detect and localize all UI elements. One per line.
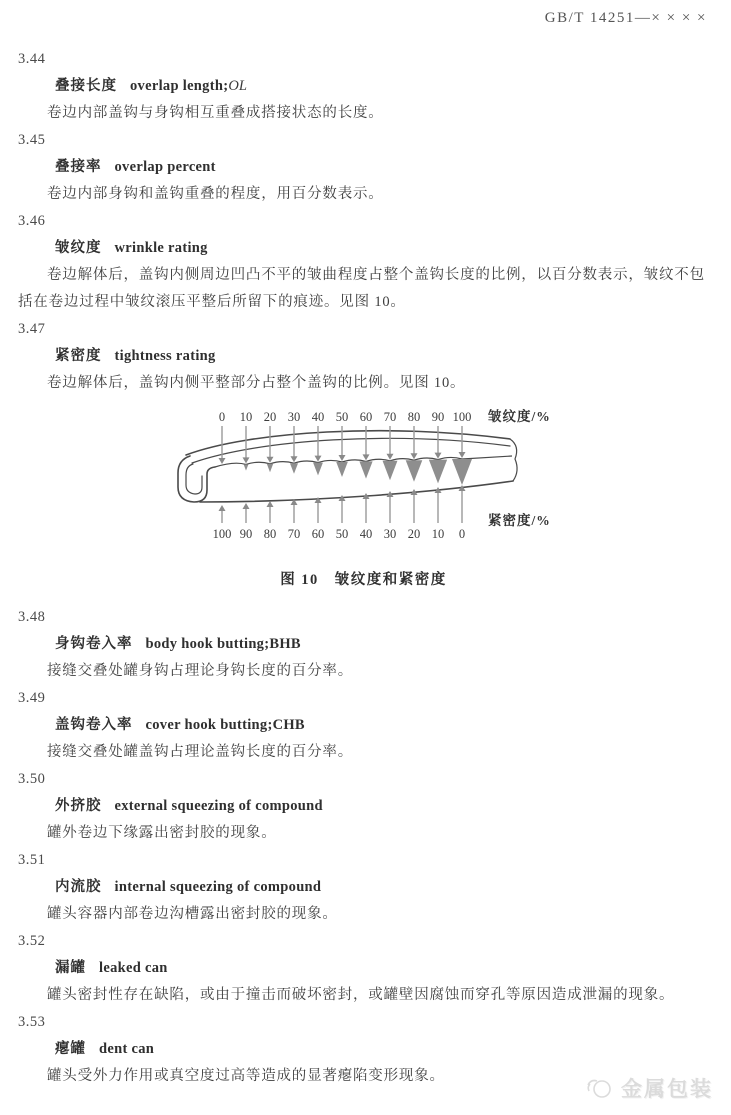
svg-text:30: 30 [383,527,397,541]
term-chinese: 叠接长度 [55,78,117,94]
svg-text:60: 60 [359,410,373,424]
svg-text:10: 10 [239,410,253,424]
svg-text:50: 50 [335,527,349,541]
term-chinese: 盖钩卷入率 [55,717,133,733]
term-heading [55,793,709,820]
definition-text: 卷边内部盖钩与身钩相互重叠成搭接状态的长度。 [47,105,384,121]
term-heading [55,154,709,181]
section-number: 3.50 [18,771,46,787]
term-chinese: 瘪罐 [55,1041,86,1057]
svg-text:30: 30 [287,410,301,424]
term-heading [55,343,709,370]
section-number: 3.51 [18,852,46,868]
term-chinese: 皱纹度 [55,240,102,256]
wrinkle-axis-label: 皱纹度/% [488,409,551,424]
term-chinese: 内流胶 [55,879,102,895]
svg-text:90: 90 [431,410,445,424]
definition-text: 卷边内部身钩和盖钩重叠的程度，用百分数表示。 [47,186,384,202]
term-english: tightness rating [114,348,216,364]
term-heading [55,73,709,100]
definition-text: 罐外卷边下缘露出密封胶的现象。 [47,825,277,841]
term-chinese: 漏罐 [55,960,86,976]
term-english: body hook butting;BHB [145,636,301,652]
section-number: 3.53 [18,1014,46,1030]
term-chinese: 紧密度 [55,348,102,364]
definition-text: 卷边解体后，盖钩内侧平整部分占整个盖钩的比例。见图 10。 [47,375,466,391]
definition-text: 接缝交叠处罐身钩占理论身钩长度的百分率。 [47,663,353,679]
section-3-52 [18,928,709,1009]
svg-text:70: 70 [287,527,301,541]
section-3-44 [18,46,709,127]
section-3-45 [18,127,709,208]
svg-text:80: 80 [263,527,277,541]
term-chinese: 叠接率 [55,159,102,175]
svg-text:40: 40 [311,410,325,424]
term-english: overlap percent [114,159,216,175]
term-heading [55,712,709,739]
section-3-50 [18,766,709,847]
section-number: 3.49 [18,690,46,706]
term-heading [55,1036,709,1063]
doc-number: GB/T 14251—× × × × [544,10,707,26]
definition-text: 罐头容器内部卷边沟槽露出密封胶的现象。 [47,906,338,922]
section-number: 3.46 [18,213,46,229]
definition-text: 罐头密封性存在缺陷，或由于撞击而破坏密封，或罐壁因腐蚀而穿孔等原因造成泄漏的现象。 [47,987,675,1003]
svg-text:50: 50 [335,410,349,424]
term-chinese: 身钩卷入率 [55,636,133,652]
definition-text: 卷边解体后，盖钩内侧周边凹凸不平的皱曲程度占整个盖钩长度的比例，以百分数表示，皱纹不包括在卷边过程中皱纹滚压平整后所留下的痕迹。见图 10。 [18,267,705,310]
figure-10-seam-diagram [170,401,600,551]
watermark-text: 金属包装 [621,1077,713,1101]
svg-text:60: 60 [311,527,325,541]
term-english: leaked can [99,960,168,976]
term-symbol: OL [228,78,247,94]
svg-text:90: 90 [239,527,253,541]
term-heading [55,631,709,658]
section-number: 3.47 [18,321,46,337]
figure-caption: 图 10 皱纹度和紧密度 [280,572,447,588]
section-3-51 [18,847,709,928]
svg-text:100: 100 [452,410,472,424]
term-heading [55,955,709,982]
term-english: dent can [99,1041,155,1057]
tightness-axis-label: 紧密度/% [488,513,551,528]
term-heading [55,235,709,262]
svg-text:80: 80 [407,410,421,424]
term-english: internal squeezing of compound [114,879,322,895]
watermark-logo-icon [585,1075,615,1101]
section-3-48 [18,604,709,685]
term-english: overlap length; [130,78,229,94]
section-number: 3.44 [18,51,46,67]
svg-text:0: 0 [458,527,466,541]
term-chinese: 外挤胶 [55,798,102,814]
section-3-47 [18,316,709,397]
term-english: cover hook butting;CHB [145,717,305,733]
term-heading [55,874,709,901]
term-english: external squeezing of compound [114,798,323,814]
svg-text:70: 70 [383,410,397,424]
section-number: 3.52 [18,933,46,949]
definition-text: 罐头受外力作用或真空度过高等造成的显著瘪陷变形现象。 [47,1068,445,1084]
section-number: 3.45 [18,132,46,148]
svg-text:40: 40 [359,527,373,541]
watermark [585,1073,713,1103]
svg-text:0: 0 [218,410,226,424]
section-3-49 [18,685,709,766]
section-3-46 [18,208,709,316]
definition-text: 接缝交叠处罐盖钩占理论盖钩长度的百分率。 [47,744,353,760]
svg-text:20: 20 [263,410,277,424]
term-english: wrinkle rating [114,240,208,256]
svg-text:100: 100 [212,527,232,541]
svg-text:10: 10 [431,527,445,541]
section-number: 3.48 [18,609,46,625]
svg-text:20: 20 [407,527,421,541]
